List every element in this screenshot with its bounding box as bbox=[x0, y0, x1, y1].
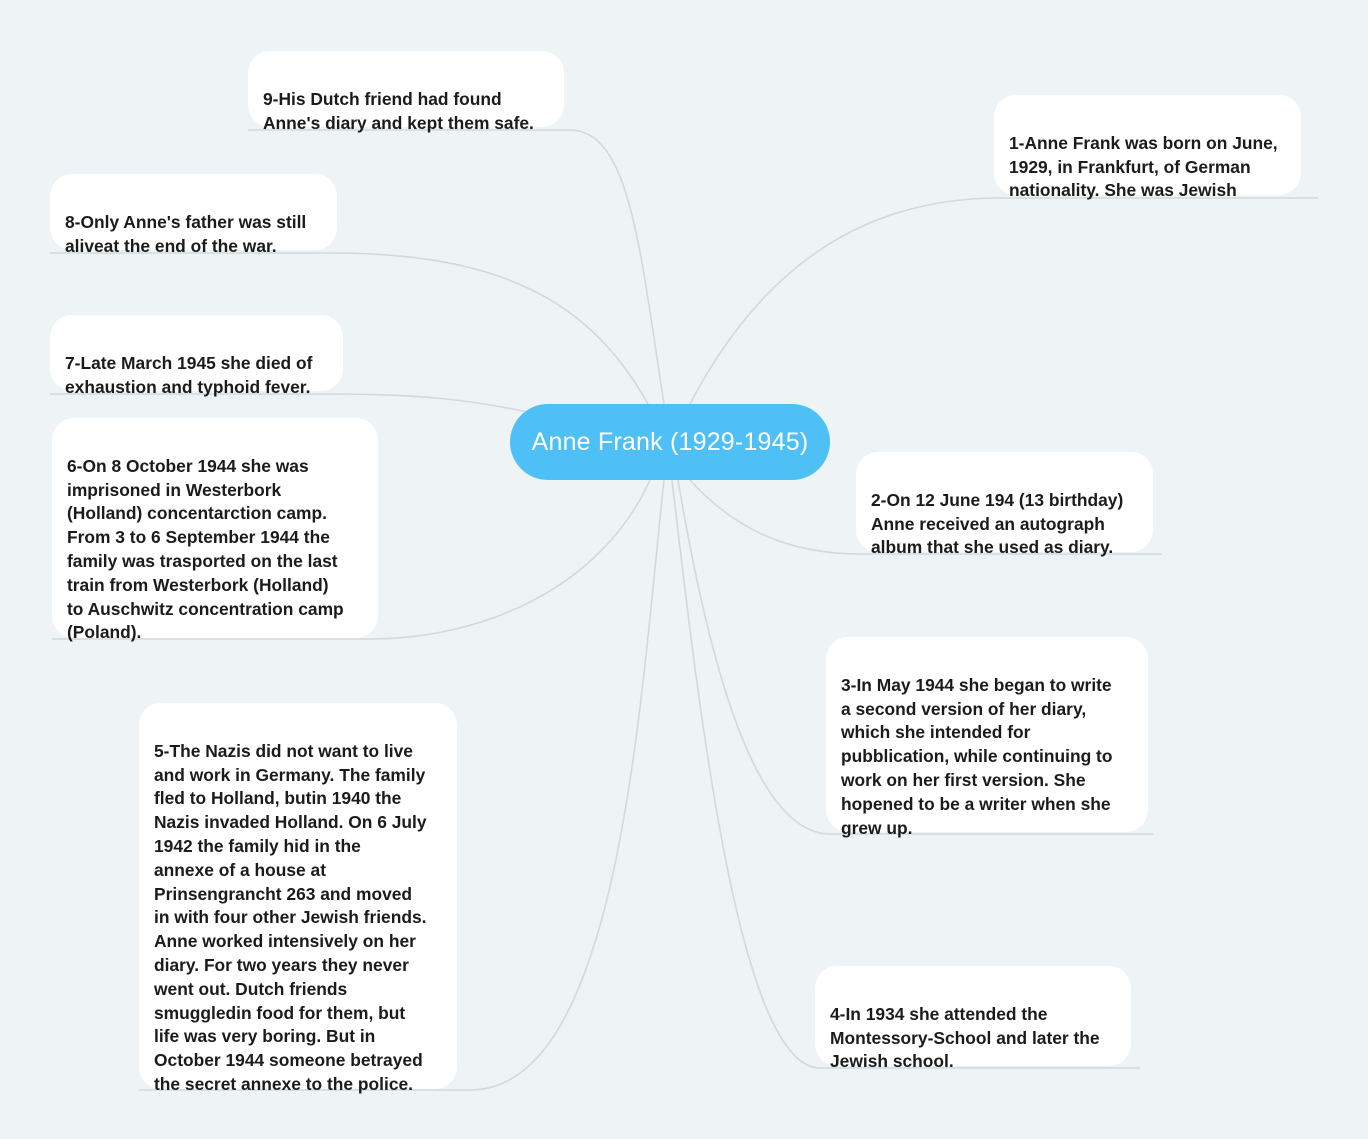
topic-5-hiding[interactable] bbox=[139, 703, 457, 1094]
topic-2-diary-gift[interactable] bbox=[856, 452, 1153, 558]
topic-4-text: 4-In 1934 she attended the Montessory-School and later the Jewish school. bbox=[830, 1003, 1100, 1072]
topic-3-text: 3-In May 1944 she began to write a second version of her diary, which she intended for pubblication, while continuing to work on her first version. She hopened to be a writer when she grew up. bbox=[841, 674, 1113, 838]
topic-3-second-version[interactable] bbox=[826, 637, 1148, 838]
topic-4-school[interactable] bbox=[815, 966, 1131, 1072]
topic-8-text: 8-Only Anne's father was still aliveat the end of the war. bbox=[65, 211, 307, 256]
central-topic-label: Anne Frank (1929-1945) bbox=[531, 427, 809, 456]
topic-2-text: 2-On 12 June 194 (13 birthday) Anne received an autograph album that she used as diary. bbox=[871, 489, 1124, 558]
topic-6-imprisonment[interactable] bbox=[52, 418, 378, 643]
topic-9-diary-kept-safe[interactable] bbox=[248, 51, 564, 133]
topic-6-text: 6-On 8 October 1944 she was imprisoned in Westerbork (Holland) concentarction camp. From 3 to 6 September 1944 the family was trasported on the last train from Westerbork (Holland) to Auschwitz concentration camp (Poland). bbox=[67, 455, 344, 643]
central-topic[interactable] bbox=[510, 404, 830, 480]
topic-7-death[interactable] bbox=[50, 315, 343, 397]
connector-topic-1 bbox=[690, 198, 1318, 404]
topic-1-text: 1-Anne Frank was born on June, 1929, in Frankfurt, of German nationality. She was Jewish bbox=[1009, 132, 1278, 201]
topic-1-birth[interactable] bbox=[994, 95, 1301, 201]
topic-5-text: 5-The Nazis did not want to live and work in Germany. The family fled to Holland, butin 1940 the Nazis invaded Holland. On 6 July 1942 the family hid in the annexe of a house at Prinsengrancht 263 and moved in with four other Jewish friends. Anne worked intensively on her diary. For two years they never went out. Dutch friends smuggledin food for them, but life was very boring. But in October 1944 someone betrayed the secret annexe to the police. bbox=[154, 740, 427, 1094]
topic-7-text: 7-Late March 1945 she died of exhaustion and typhoid fever. bbox=[65, 352, 313, 397]
topic-8-father-alive[interactable] bbox=[50, 174, 337, 256]
topic-9-text: 9-His Dutch friend had found Anne's diary and kept them safe. bbox=[263, 88, 534, 133]
